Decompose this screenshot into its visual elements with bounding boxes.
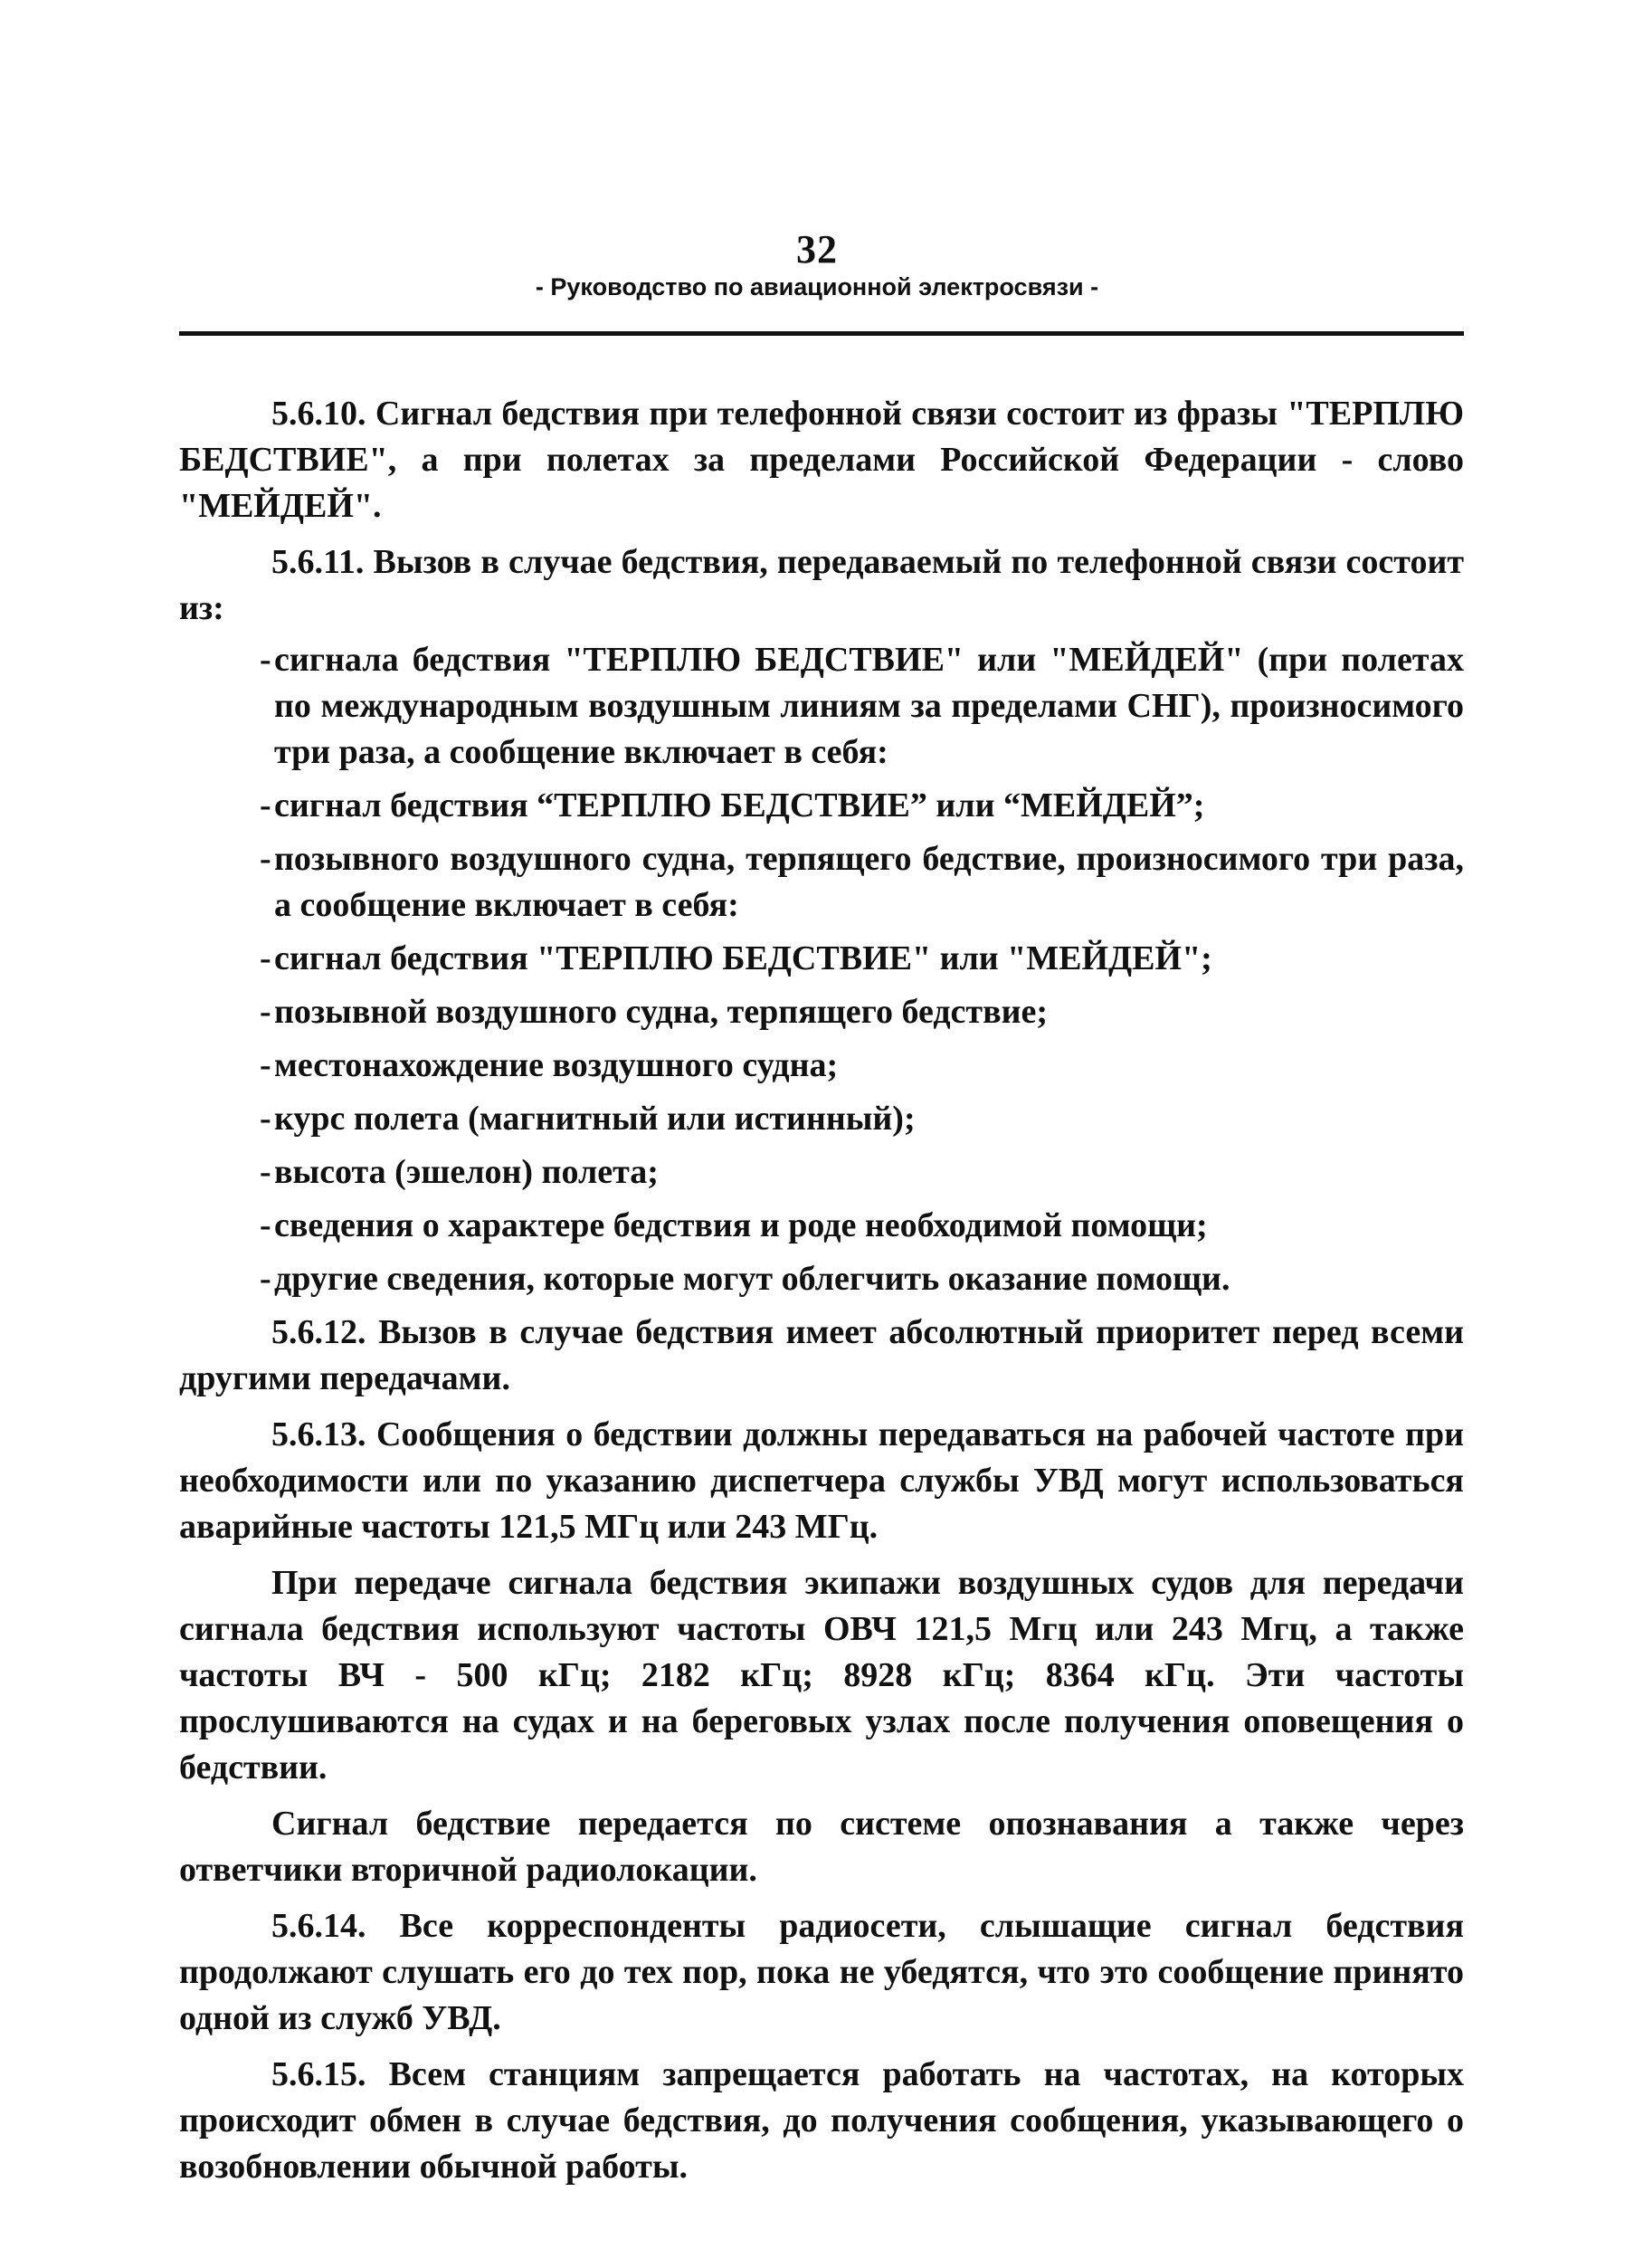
list-item: - высота (эшелон) полета; — [179, 1149, 1464, 1196]
list-item: - курс полета (магнитный или истинный); — [179, 1096, 1464, 1142]
paragraph-5-6-14: 5.6.14. Все корреспонденты радиосети, слышащие сигнал бедствия продолжают слушать его до тех пор, пока не убедятся, что это сообщение принято одной из служб УВД. — [179, 1907, 1464, 2037]
list-item-text: сигнала бедствия "ТЕРПЛЮ БЕДСТВИЕ" или "МЕЙДЕЙ" (при полетах по международным воздушным линиям за пределами СНГ), произносимого три раза, а сообщение включает в себя: — [274, 641, 1464, 771]
list-item-text: местонахождение воздушного судна; — [274, 1046, 839, 1084]
list-item: - сигнал бедствия "ТЕРПЛЮ БЕДСТВИЕ" или "МЕЙДЕЙ"; — [179, 936, 1464, 982]
list-item-text: позывной воздушного судна, терпящего бедствие; — [274, 993, 1049, 1031]
header-divider — [179, 331, 1464, 336]
paragraph-5-6-15: 5.6.15. Всем станциям запрещается работать на частотах, на которых происходит обмен в случае бедствия, до получения сообщения, указывающего о возобновлении обычной работы. — [179, 2055, 1464, 2186]
paragraph-5-6-13: 5.6.13. Сообщения о бедствии должны передаваться на рабочей частоте при необходимости или по указанию диспетчера службы УВД могут использоваться аварийные частоты 121,5 МГц или 243 МГц. — [179, 1415, 1464, 1546]
paragraph-frequencies: При передаче сигнала бедствия экипажи воздушных судов для передачи сигнала бедствия используют частоты ОВЧ 121,5 Мгц или 243 Мгц, а также частоты ВЧ - 500 кГц; 2182 кГц; 8928 кГц; 8364 кГц. Эти частоты прослушиваются на судах и на береговых узлах после получения оповещения о бедствии. — [179, 1564, 1464, 1787]
list-item-text: высота (эшелон) полета; — [274, 1153, 659, 1191]
running-header-title: - Руководство по авиационной электросвязи - — [535, 273, 1099, 300]
paragraph-identification: Сигнал бедствие передается по системе опознавания а также через ответчики вторичной радиолокации. — [179, 1805, 1464, 1889]
list-item: - сигнал бедствия “ТЕРПЛЮ БЕДСТВИЕ” или “МЕЙДЕЙ”; — [179, 783, 1464, 829]
distress-call-list — [179, 637, 1464, 1302]
list-item-text: сигнал бедствия "ТЕРПЛЮ БЕДСТВИЕ" или "МЕЙДЕЙ"; — [274, 939, 1212, 977]
list-item-text: сведения о характере бедствия и роде необходимой помощи; — [274, 1206, 1208, 1244]
list-item-text: позывного воздушного судна, терпящего бедствие, произносимого три раза, а сообщение включает в себя: — [274, 840, 1464, 924]
list-item: - другие сведения, которые могут облегчить оказание помощи. — [179, 1256, 1464, 1302]
paragraph-5-6-12: 5.6.12. Вызов в случае бедствия имеет абсолютный приоритет перед всеми другими передачами. — [179, 1313, 1464, 1397]
list-item: - сигнала бедствия "ТЕРПЛЮ БЕДСТВИЕ" или "МЕЙДЕЙ" (при полетах по международным воздушным линиям за пределами СНГ), произносимого три раза, а сообщение включает в себя: — [179, 637, 1464, 776]
list-item-text: курс полета (магнитный или истинный); — [274, 1100, 916, 1138]
list-item: - местонахождение воздушного судна; — [179, 1043, 1464, 1089]
page-number: 32 — [796, 227, 838, 272]
list-item-text: сигнал бедствия “ТЕРПЛЮ БЕДСТВИЕ” или “МЕЙДЕЙ”; — [274, 786, 1205, 824]
paragraph-5-6-11: 5.6.11. Вызов в случае бедствия, передаваемый по телефонной связи состоит из: — [179, 543, 1464, 627]
document-body — [179, 391, 1464, 2200]
list-item: - сведения о характере бедствия и роде необходимой помощи; — [179, 1203, 1464, 1249]
list-item-text: другие сведения, которые могут облегчить оказание помощи. — [274, 1260, 1230, 1298]
list-item: - позывной воздушного судна, терпящего бедствие; — [179, 989, 1464, 1035]
paragraph-5-6-10: 5.6.10. Сигнал бедствия при телефонной связи состоит из фразы "ТЕРПЛЮ БЕДСТВИЕ", а при полетах за пределами Российской Федерации - слово "МЕЙДЕЙ". — [179, 395, 1464, 525]
list-item: - позывного воздушного судна, терпящего бедствие, произносимого три раза, а сообщение включает в себя: — [179, 836, 1464, 929]
